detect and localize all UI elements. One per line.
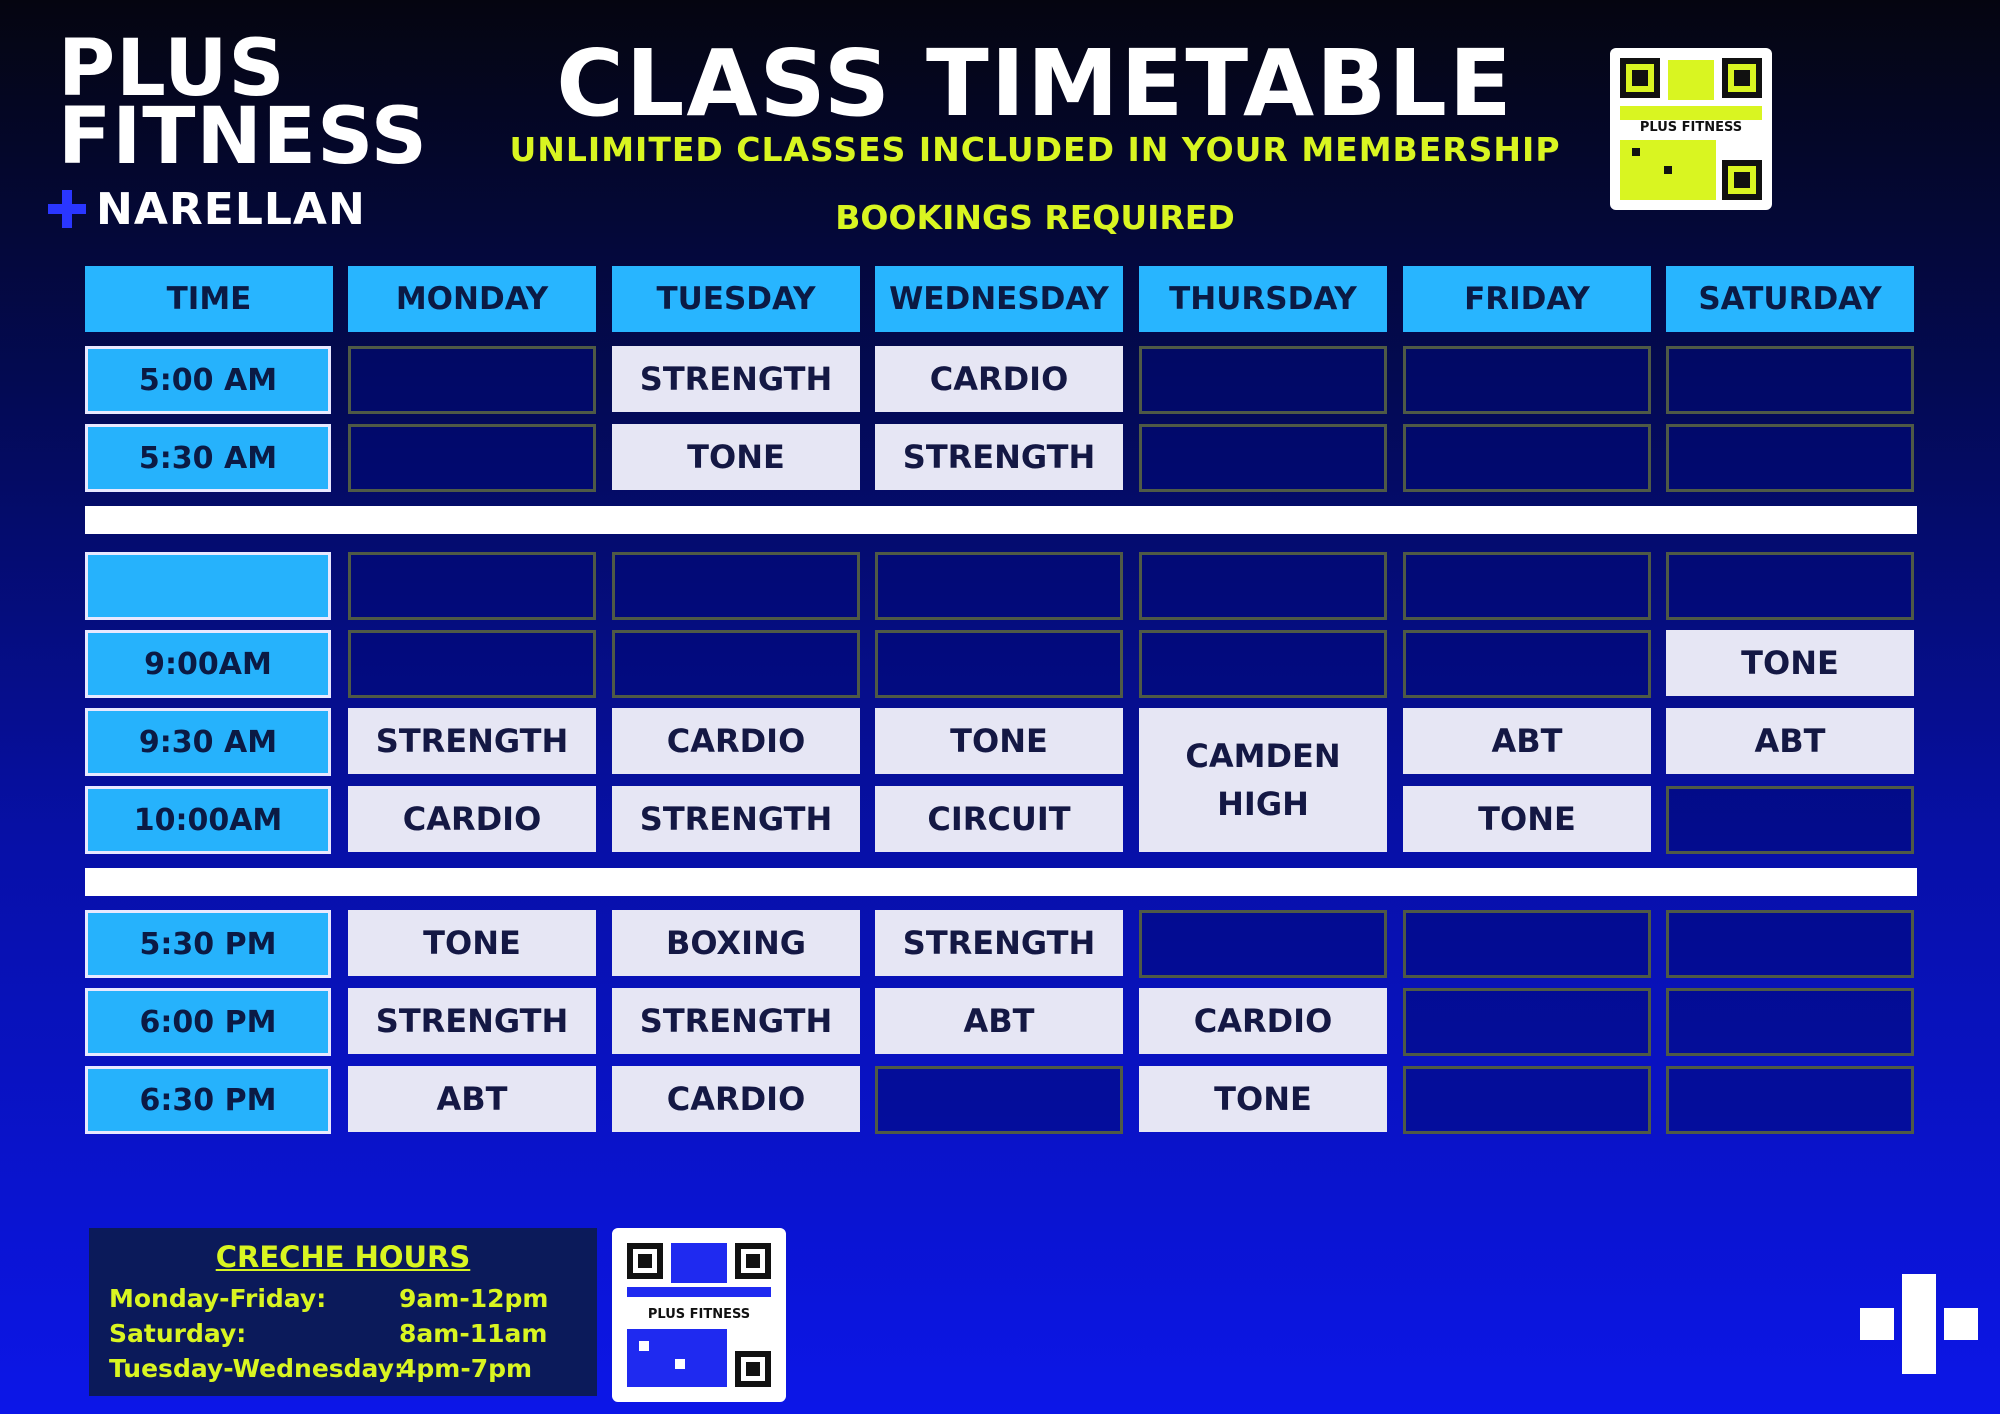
section-divider bbox=[85, 506, 1917, 534]
class-cell[interactable]: TONE bbox=[875, 708, 1123, 774]
empty-slot bbox=[1666, 1066, 1914, 1134]
page-title: CLASS TIMETABLE bbox=[556, 30, 1514, 137]
creche-days: Saturday: bbox=[109, 1319, 247, 1348]
brand-line1: PLUS bbox=[58, 24, 286, 114]
time-cell bbox=[85, 552, 331, 620]
empty-slot bbox=[1666, 988, 1914, 1056]
empty-slot bbox=[1666, 786, 1914, 854]
plus-icon bbox=[48, 190, 86, 228]
qr-label: PLUS FITNESS bbox=[1610, 120, 1772, 135]
creche-hours-panel bbox=[89, 1228, 597, 1396]
class-cell[interactable]: STRENGTH bbox=[612, 988, 860, 1054]
class-cell[interactable]: STRENGTH bbox=[348, 708, 596, 774]
empty-slot bbox=[1139, 910, 1387, 978]
class-cell[interactable]: TONE bbox=[1403, 786, 1651, 852]
class-cell[interactable]: TONE bbox=[348, 910, 596, 976]
empty-slot bbox=[1139, 424, 1387, 492]
time-cell: 5:30 AM bbox=[85, 424, 331, 492]
empty-slot bbox=[612, 630, 860, 698]
time-cell: 10:00AM bbox=[85, 786, 331, 854]
creche-title: CRECHE HOURS bbox=[215, 1240, 471, 1274]
empty-slot bbox=[1403, 424, 1651, 492]
class-cell[interactable]: BOXING bbox=[612, 910, 860, 976]
empty-slot bbox=[1403, 988, 1651, 1056]
column-header: THURSDAY bbox=[1139, 266, 1387, 332]
column-header: TIME bbox=[85, 266, 333, 332]
empty-slot bbox=[1403, 630, 1651, 698]
class-cell[interactable]: CARDIO bbox=[1139, 988, 1387, 1054]
empty-slot bbox=[875, 1066, 1123, 1134]
brand-line2: FITNESS bbox=[58, 92, 428, 182]
creche-days: Monday-Friday: bbox=[109, 1284, 327, 1313]
class-cell[interactable]: ABT bbox=[1403, 708, 1651, 774]
empty-slot bbox=[875, 552, 1123, 620]
empty-slot bbox=[875, 630, 1123, 698]
empty-slot bbox=[1403, 1066, 1651, 1134]
empty-slot bbox=[348, 630, 596, 698]
empty-slot bbox=[1139, 552, 1387, 620]
subtitle: UNLIMITED CLASSES INCLUDED IN YOUR MEMBERSHIP bbox=[509, 130, 1561, 169]
class-cell[interactable]: ABT bbox=[348, 1066, 596, 1132]
plus-logo-icon bbox=[1860, 1274, 1978, 1374]
column-header: SATURDAY bbox=[1666, 266, 1914, 332]
creche-hours: 4pm-7pm bbox=[399, 1354, 533, 1383]
class-cell[interactable]: TONE bbox=[1666, 630, 1914, 696]
empty-slot bbox=[1666, 346, 1914, 414]
time-cell: 9:30 AM bbox=[85, 708, 331, 776]
empty-slot bbox=[1666, 424, 1914, 492]
empty-slot bbox=[1403, 910, 1651, 978]
class-cell[interactable]: TONE bbox=[1139, 1066, 1387, 1132]
qr-code-bottom[interactable] bbox=[612, 1228, 786, 1402]
section-divider bbox=[85, 868, 1917, 896]
creche-days: Tuesday-Wednesday: bbox=[109, 1354, 404, 1383]
time-cell: 9:00AM bbox=[85, 630, 331, 698]
location-name: NARELLAN bbox=[96, 183, 366, 235]
class-cell[interactable]: STRENGTH bbox=[612, 346, 860, 412]
class-cell[interactable]: TONE bbox=[612, 424, 860, 490]
column-header: FRIDAY bbox=[1403, 266, 1651, 332]
empty-slot bbox=[348, 424, 596, 492]
column-header: TUESDAY bbox=[612, 266, 860, 332]
empty-slot bbox=[348, 346, 596, 414]
class-cell[interactable]: CIRCUIT bbox=[875, 786, 1123, 852]
class-cell[interactable]: CAMDEN HIGH bbox=[1139, 708, 1387, 852]
location-label bbox=[48, 183, 366, 235]
class-cell[interactable]: CARDIO bbox=[612, 708, 860, 774]
class-cell[interactable]: STRENGTH bbox=[875, 910, 1123, 976]
bookings-note: BOOKINGS REQUIRED bbox=[835, 198, 1235, 237]
creche-hours: 9am-12pm bbox=[399, 1284, 549, 1313]
class-cell[interactable]: STRENGTH bbox=[875, 424, 1123, 490]
class-cell[interactable]: CARDIO bbox=[348, 786, 596, 852]
qr-code-top[interactable] bbox=[1610, 48, 1772, 210]
class-cell[interactable]: STRENGTH bbox=[612, 786, 860, 852]
creche-hours: 8am-11am bbox=[399, 1319, 548, 1348]
class-cell[interactable]: CARDIO bbox=[612, 1066, 860, 1132]
class-cell[interactable]: CARDIO bbox=[875, 346, 1123, 412]
qr-label: PLUS FITNESS bbox=[615, 1307, 783, 1322]
class-cell[interactable]: ABT bbox=[875, 988, 1123, 1054]
class-cell[interactable]: STRENGTH bbox=[348, 988, 596, 1054]
empty-slot bbox=[1139, 630, 1387, 698]
empty-slot bbox=[1666, 552, 1914, 620]
empty-slot bbox=[612, 552, 860, 620]
time-cell: 6:30 PM bbox=[85, 1066, 331, 1134]
time-cell: 6:00 PM bbox=[85, 988, 331, 1056]
empty-slot bbox=[348, 552, 596, 620]
time-cell: 5:30 PM bbox=[85, 910, 331, 978]
empty-slot bbox=[1403, 346, 1651, 414]
column-header: WEDNESDAY bbox=[875, 266, 1123, 332]
class-cell[interactable]: ABT bbox=[1666, 708, 1914, 774]
empty-slot bbox=[1403, 552, 1651, 620]
empty-slot bbox=[1139, 346, 1387, 414]
empty-slot bbox=[1666, 910, 1914, 978]
column-header: MONDAY bbox=[348, 266, 596, 332]
time-cell: 5:00 AM bbox=[85, 346, 331, 414]
